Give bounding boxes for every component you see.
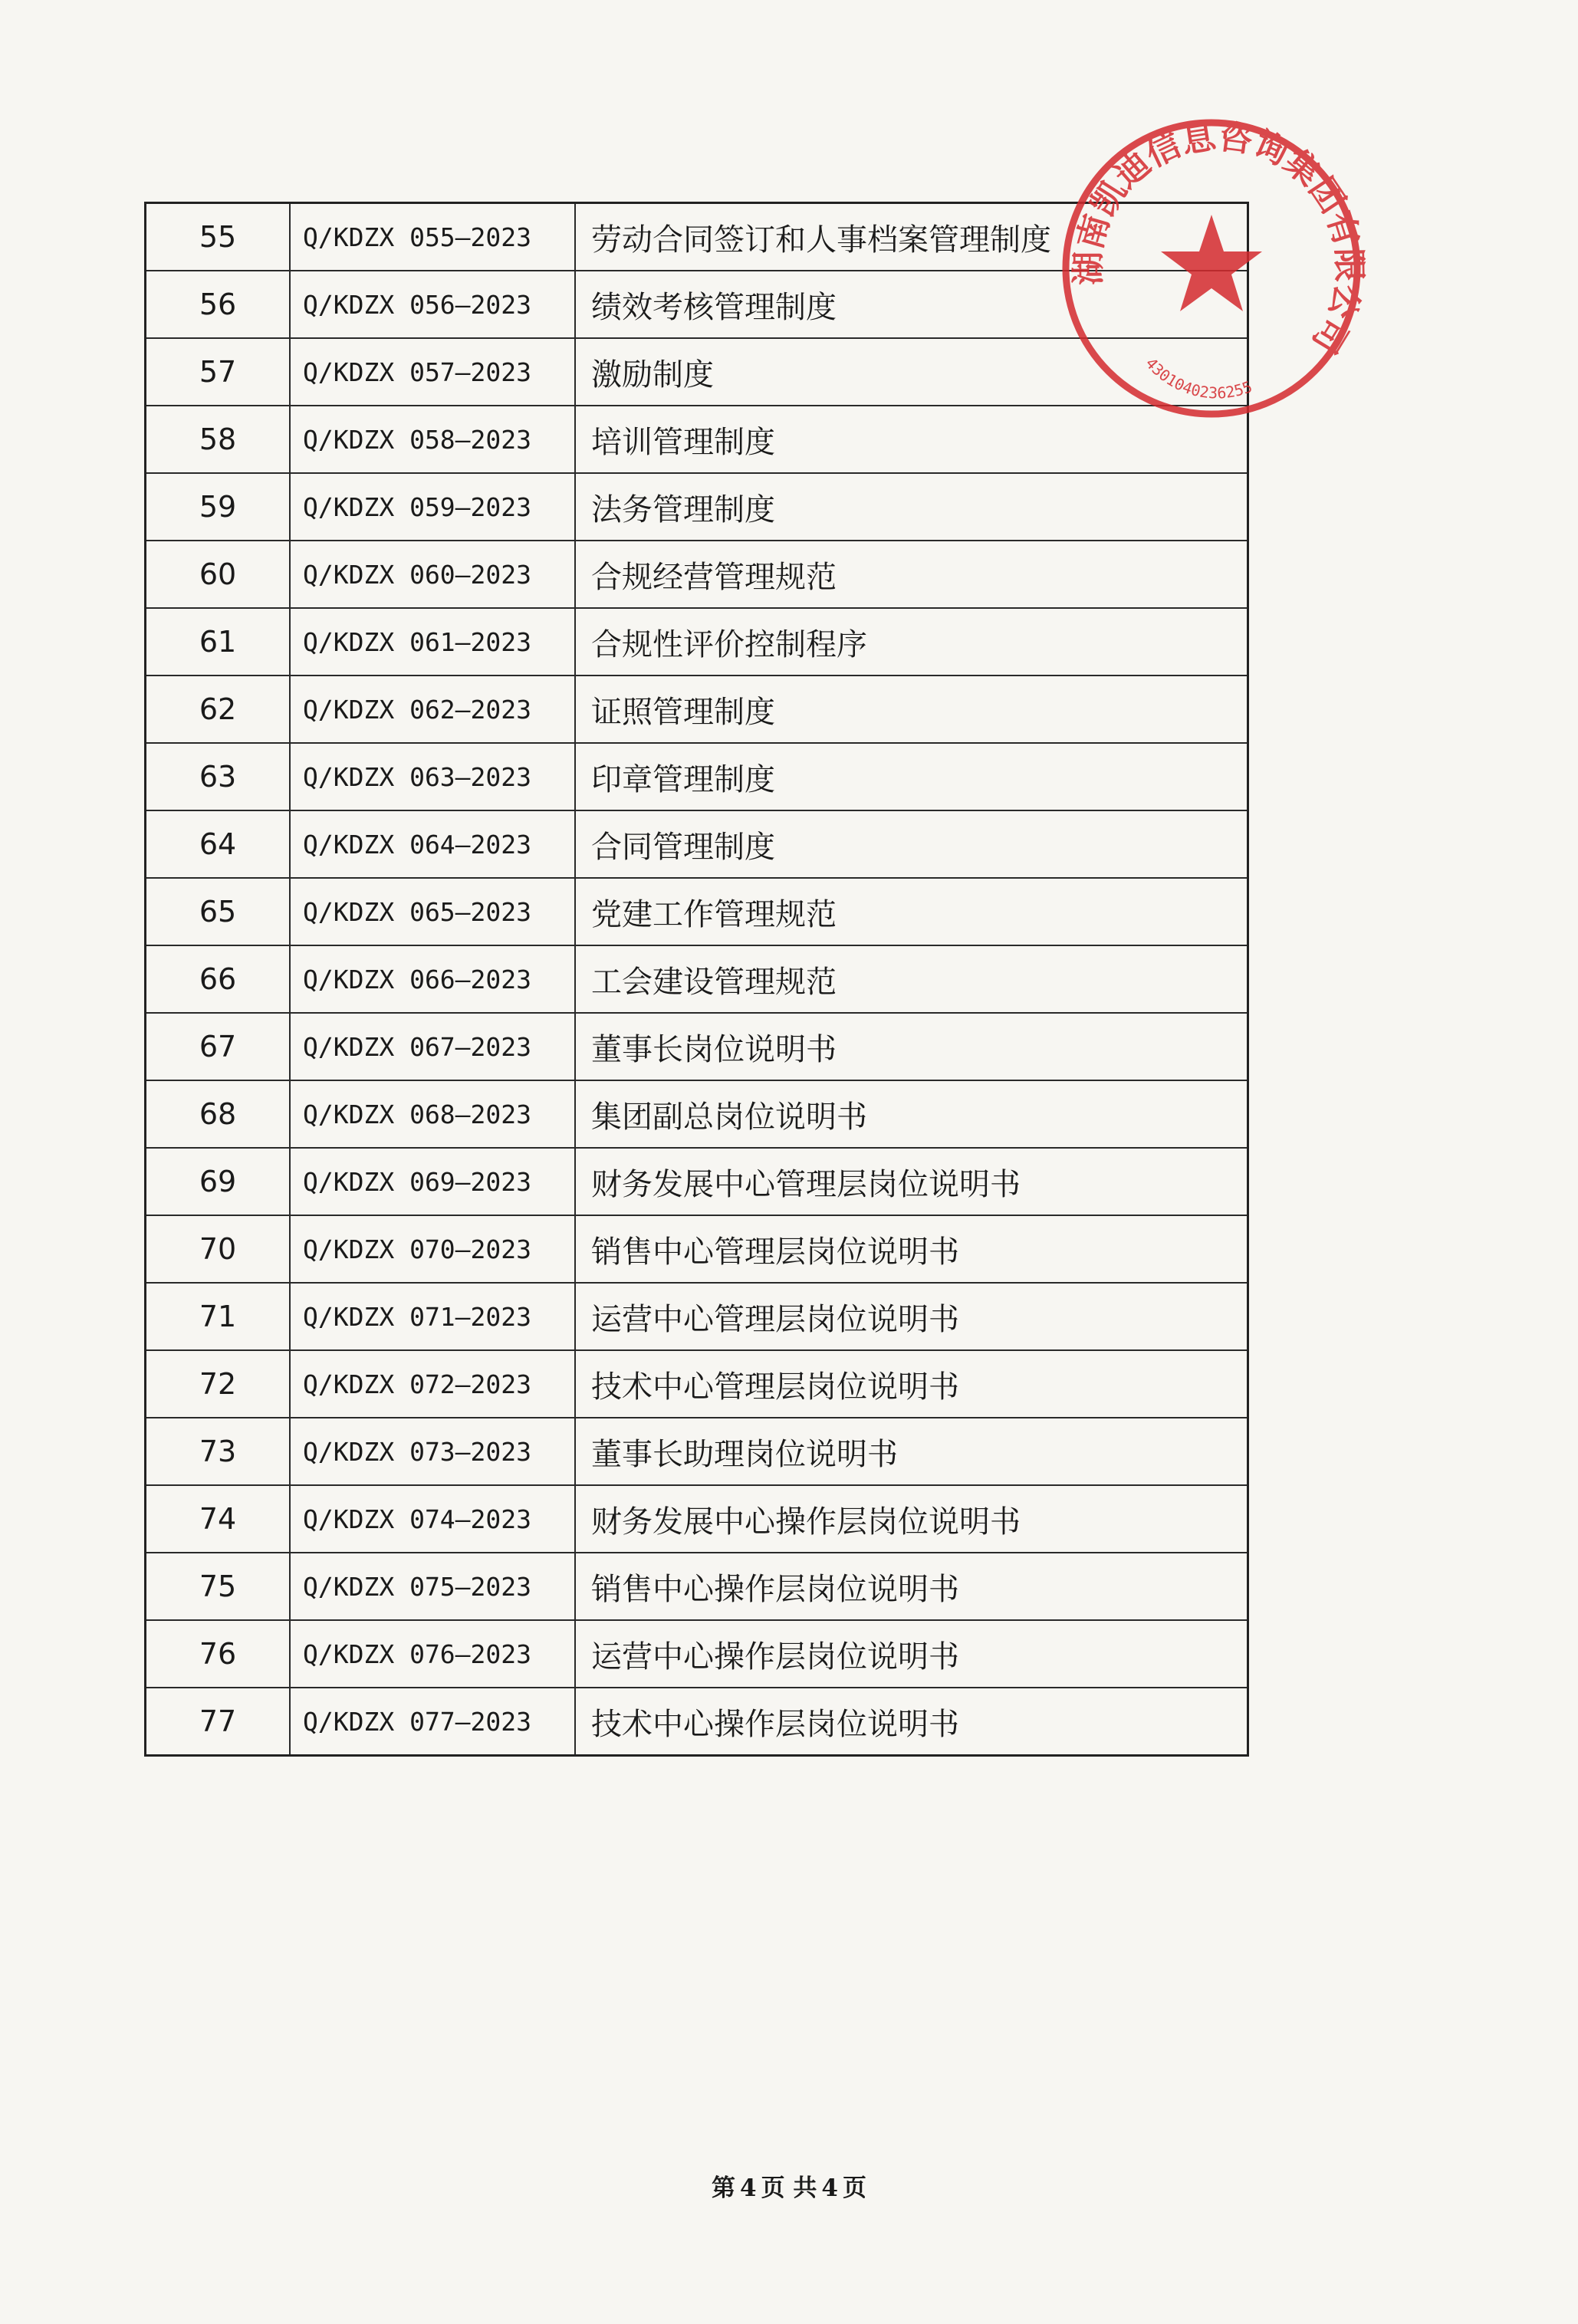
document-title: 财务发展中心管理层岗位说明书 bbox=[575, 1148, 1248, 1215]
row-number: 66 bbox=[146, 945, 291, 1013]
table-row bbox=[146, 743, 1248, 810]
document-title: 董事长岗位说明书 bbox=[575, 1013, 1248, 1080]
document-code: Q/KDZX 062—2023 bbox=[290, 676, 575, 743]
row-number: 73 bbox=[146, 1418, 291, 1485]
document-title: 合规性评价控制程序 bbox=[575, 608, 1248, 676]
document-title: 劳动合同签订和人事档案管理制度 bbox=[575, 203, 1248, 271]
document-code: Q/KDZX 070—2023 bbox=[290, 1215, 575, 1283]
table-row bbox=[146, 1485, 1248, 1553]
table-row bbox=[146, 1080, 1248, 1148]
row-number: 64 bbox=[146, 810, 291, 878]
document-code: Q/KDZX 071—2023 bbox=[290, 1283, 575, 1350]
table-row bbox=[146, 1350, 1248, 1418]
seal-number-text: 4301040236255 bbox=[1142, 353, 1255, 403]
row-number: 58 bbox=[146, 406, 291, 473]
row-number: 71 bbox=[146, 1283, 291, 1350]
row-number: 67 bbox=[146, 1013, 291, 1080]
row-number: 60 bbox=[146, 541, 291, 608]
table-row bbox=[146, 1148, 1248, 1215]
row-number: 72 bbox=[146, 1350, 291, 1418]
table-row bbox=[146, 1620, 1248, 1688]
footer-mid: 页 共 bbox=[761, 2174, 817, 2202]
row-number: 68 bbox=[146, 1080, 291, 1148]
document-code: Q/KDZX 069—2023 bbox=[290, 1148, 575, 1215]
document-title: 技术中心操作层岗位说明书 bbox=[575, 1688, 1248, 1756]
table-row bbox=[146, 1215, 1248, 1283]
document-title: 党建工作管理规范 bbox=[575, 878, 1248, 945]
table-row bbox=[146, 1553, 1248, 1620]
table-row bbox=[146, 1013, 1248, 1080]
document-title: 合规经营管理规范 bbox=[575, 541, 1248, 608]
row-number: 61 bbox=[146, 608, 291, 676]
row-number: 57 bbox=[146, 338, 291, 406]
document-code: Q/KDZX 068—2023 bbox=[290, 1080, 575, 1148]
table-row bbox=[146, 676, 1248, 743]
document-code: Q/KDZX 064—2023 bbox=[290, 810, 575, 878]
document-title: 销售中心管理层岗位说明书 bbox=[575, 1215, 1248, 1283]
document-code: Q/KDZX 058—2023 bbox=[290, 406, 575, 473]
document-title: 激励制度 bbox=[575, 338, 1248, 406]
row-number: 65 bbox=[146, 878, 291, 945]
footer-prefix: 第 bbox=[712, 2174, 736, 2202]
document-title: 董事长助理岗位说明书 bbox=[575, 1418, 1248, 1485]
document-code: Q/KDZX 075—2023 bbox=[290, 1553, 575, 1620]
row-number: 55 bbox=[146, 203, 291, 271]
document-code: Q/KDZX 060—2023 bbox=[290, 541, 575, 608]
table-row bbox=[146, 473, 1248, 541]
document-title: 财务发展中心操作层岗位说明书 bbox=[575, 1485, 1248, 1553]
document-title: 运营中心管理层岗位说明书 bbox=[575, 1283, 1248, 1350]
row-number: 56 bbox=[146, 271, 291, 338]
document-code: Q/KDZX 076—2023 bbox=[290, 1620, 575, 1688]
document-code: Q/KDZX 074—2023 bbox=[290, 1485, 575, 1553]
row-number: 75 bbox=[146, 1553, 291, 1620]
document-code: Q/KDZX 063—2023 bbox=[290, 743, 575, 810]
table-row bbox=[146, 608, 1248, 676]
document-title: 运营中心操作层岗位说明书 bbox=[575, 1620, 1248, 1688]
document-title: 工会建设管理规范 bbox=[575, 945, 1248, 1013]
document-code: Q/KDZX 065—2023 bbox=[290, 878, 575, 945]
document-title: 培训管理制度 bbox=[575, 406, 1248, 473]
document-code: Q/KDZX 066—2023 bbox=[290, 945, 575, 1013]
document-code: Q/KDZX 067—2023 bbox=[290, 1013, 575, 1080]
seal-name-text: 湖南凯迪信息咨询集团有限公司 bbox=[1069, 117, 1369, 360]
row-number: 76 bbox=[146, 1620, 291, 1688]
footer-suffix: 页 bbox=[842, 2174, 866, 2202]
document-title: 绩效考核管理制度 bbox=[575, 271, 1248, 338]
document-code: Q/KDZX 077—2023 bbox=[290, 1688, 575, 1756]
seal-star-icon bbox=[1161, 215, 1262, 311]
row-number: 74 bbox=[146, 1485, 291, 1553]
document-code: Q/KDZX 072—2023 bbox=[290, 1350, 575, 1418]
document-title: 集团副总岗位说明书 bbox=[575, 1080, 1248, 1148]
table-row bbox=[146, 541, 1248, 608]
document-title: 印章管理制度 bbox=[575, 743, 1248, 810]
row-number: 59 bbox=[146, 473, 291, 541]
document-title: 合同管理制度 bbox=[575, 810, 1248, 878]
company-seal bbox=[1050, 107, 1373, 445]
document-title: 证照管理制度 bbox=[575, 676, 1248, 743]
document-code: Q/KDZX 061—2023 bbox=[290, 608, 575, 676]
page-footer bbox=[0, 2168, 1578, 2203]
row-number: 77 bbox=[146, 1688, 291, 1756]
document-code: Q/KDZX 056—2023 bbox=[290, 271, 575, 338]
document-code: Q/KDZX 073—2023 bbox=[290, 1418, 575, 1485]
document-title: 销售中心操作层岗位说明书 bbox=[575, 1553, 1248, 1620]
document-code: Q/KDZX 059—2023 bbox=[290, 473, 575, 541]
table-row bbox=[146, 1688, 1248, 1756]
row-number: 69 bbox=[146, 1148, 291, 1215]
table-row bbox=[146, 945, 1248, 1013]
document-title: 技术中心管理层岗位说明书 bbox=[575, 1350, 1248, 1418]
footer-total-pages: 4 bbox=[821, 2174, 838, 2202]
table-row bbox=[146, 1283, 1248, 1350]
footer-page-number: 4 bbox=[740, 2174, 757, 2202]
document-code: Q/KDZX 057—2023 bbox=[290, 338, 575, 406]
document-code: Q/KDZX 055—2023 bbox=[290, 203, 575, 271]
table-row bbox=[146, 810, 1248, 878]
document-title: 法务管理制度 bbox=[575, 473, 1248, 541]
row-number: 70 bbox=[146, 1215, 291, 1283]
table-row bbox=[146, 1418, 1248, 1485]
row-number: 63 bbox=[146, 743, 291, 810]
table-row bbox=[146, 878, 1248, 945]
row-number: 62 bbox=[146, 676, 291, 743]
